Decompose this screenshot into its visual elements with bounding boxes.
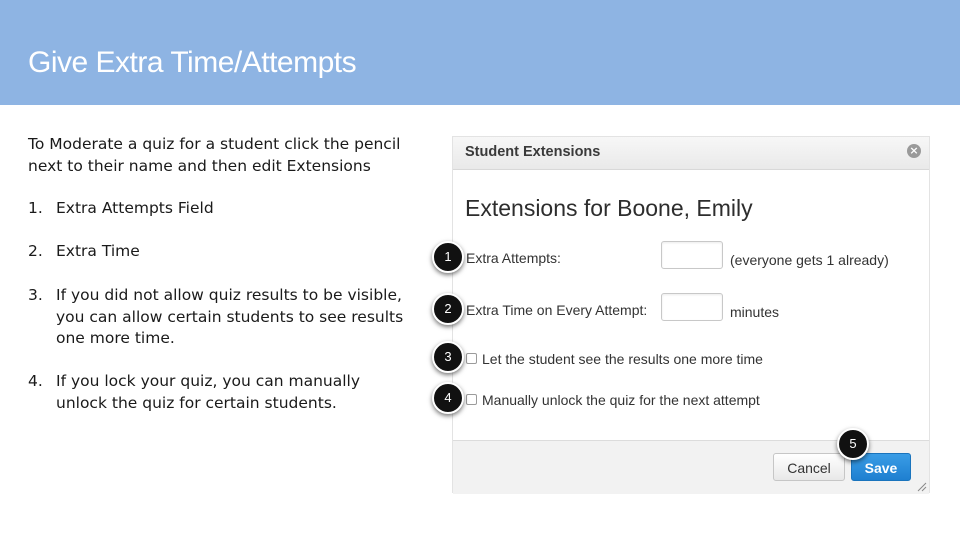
save-button[interactable]: Save <box>851 453 911 481</box>
resize-grip-icon[interactable] <box>917 482 927 492</box>
dialog-header <box>453 137 929 170</box>
step-item <box>28 285 418 350</box>
results-checkbox[interactable] <box>466 353 477 364</box>
instructions <box>28 134 418 412</box>
step-text: Extra Attempts Field <box>56 199 214 217</box>
step-text: Extra Time <box>56 242 140 260</box>
step-number: 1. <box>28 199 43 217</box>
extra-attempts-label: Extra Attempts: <box>466 250 561 266</box>
dialog-title: Student Extensions <box>465 144 601 160</box>
extensions-heading: Extensions for Boone, Emily <box>465 195 753 221</box>
extra-attempts-input[interactable] <box>661 241 723 269</box>
extra-time-unit: minutes <box>730 304 780 320</box>
intro-text: To Moderate a quiz for a student click the pencil next to their name and then edit Extensions <box>28 135 401 175</box>
unlock-checkbox-label: Manually unlock the quiz for the next attempt <box>482 392 760 408</box>
step-number: 4. <box>28 372 43 390</box>
extra-time-label: Extra Time on Every Attempt: <box>466 302 648 318</box>
close-icon[interactable]: × <box>907 144 921 158</box>
callout-marker-2: 2 <box>432 293 464 325</box>
step-item <box>28 198 418 220</box>
extra-attempts-note: (everyone gets 1 already) <box>730 252 889 268</box>
title-banner <box>0 0 960 105</box>
slide-title: Give Extra Time/Attempts <box>28 46 357 79</box>
results-checkbox-label: Let the student see the results one more time <box>482 351 763 367</box>
step-text: If you lock your quiz, you can manually unlock the quiz for certain students. <box>56 372 361 412</box>
step-item <box>28 241 418 263</box>
unlock-checkbox[interactable] <box>466 394 477 405</box>
callout-marker-5: 5 <box>837 428 869 460</box>
step-number: 2. <box>28 242 43 260</box>
step-text: If you did not allow quiz results to be visible, you can allow certain students to see results one more time. <box>56 286 404 347</box>
extra-time-input[interactable] <box>661 293 723 321</box>
cancel-button[interactable]: Cancel <box>773 453 845 481</box>
callout-marker-1: 1 <box>432 241 464 273</box>
step-number: 3. <box>28 286 43 304</box>
callout-marker-4: 4 <box>432 382 464 414</box>
callout-marker-3: 3 <box>432 341 464 373</box>
step-item <box>28 371 398 414</box>
